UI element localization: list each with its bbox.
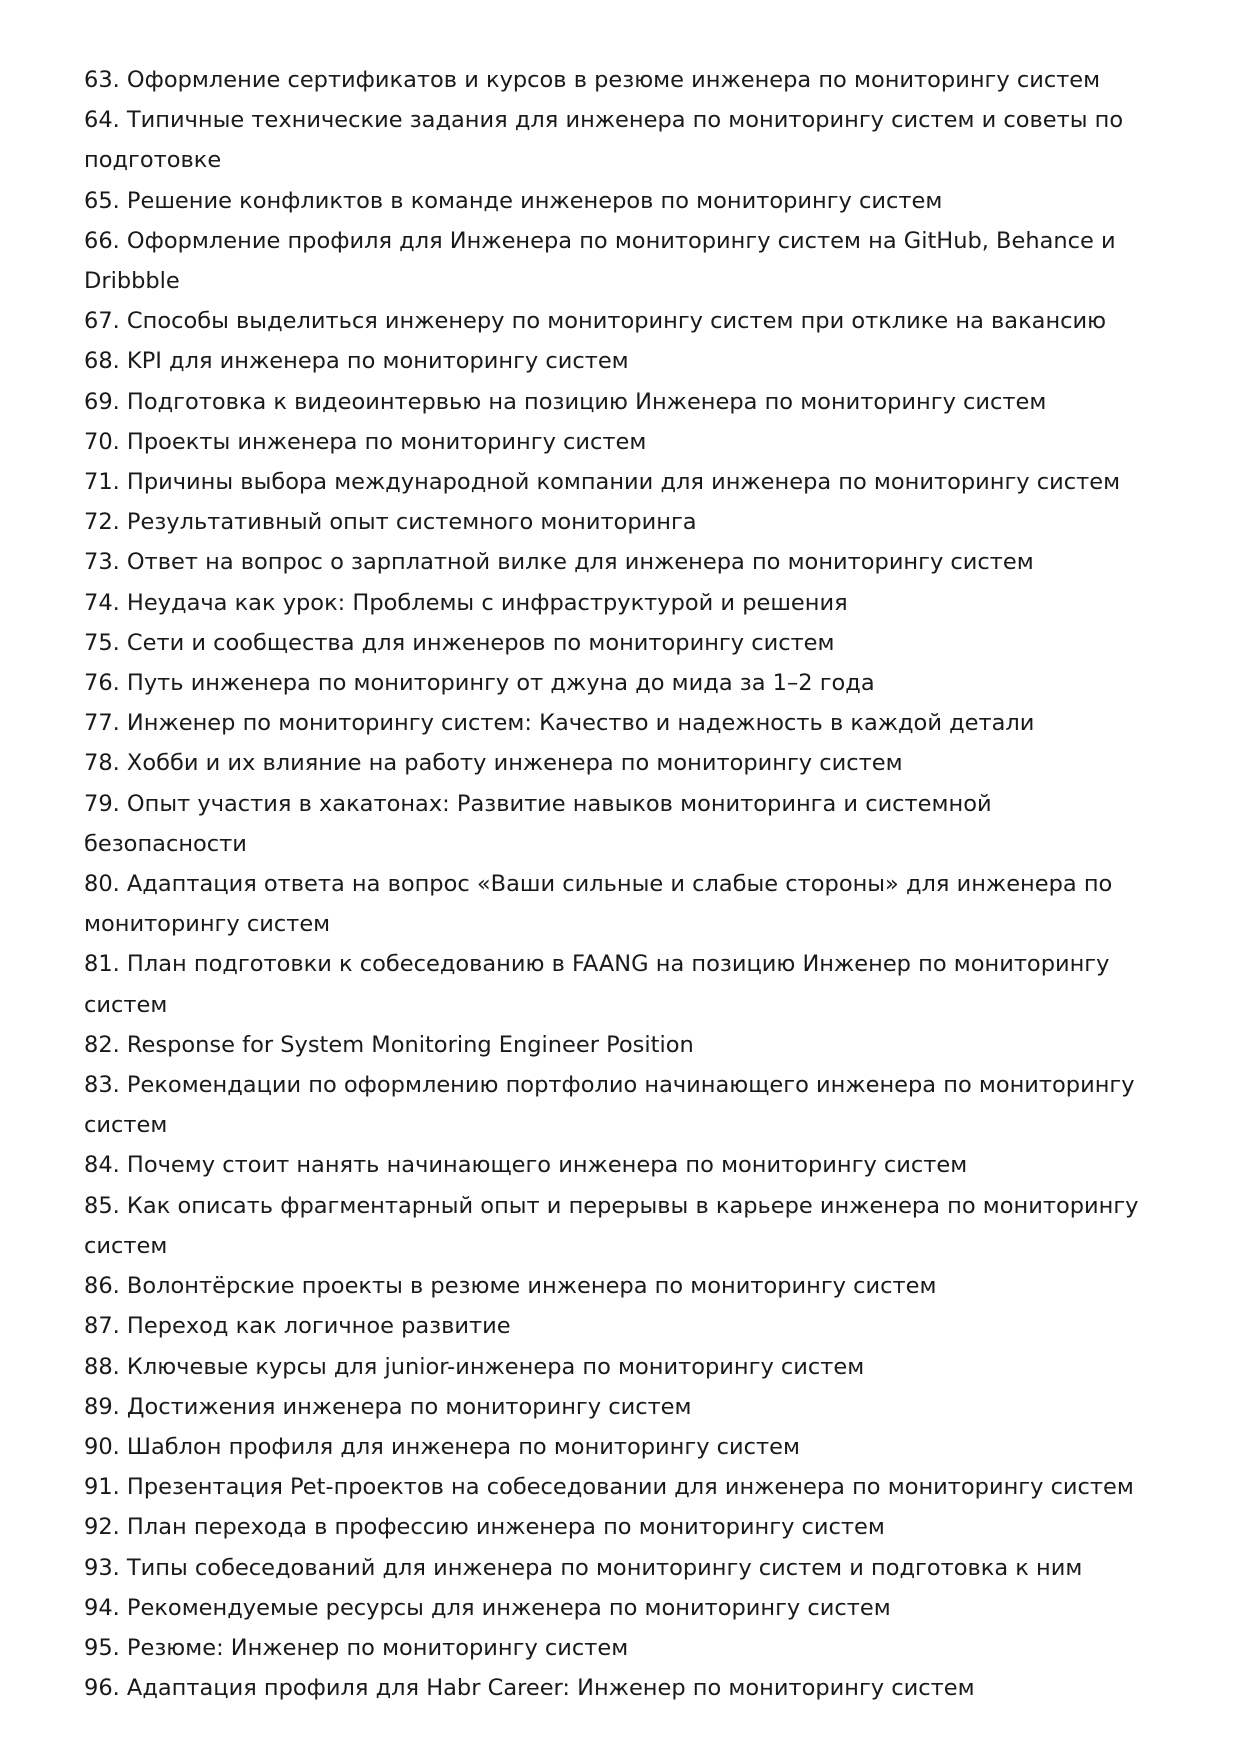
list-item: 93. Типы собеседований для инженера по мониторингу систем и подготовка к ним — [84, 1554, 1083, 1581]
list-item: 83. Рекомендации по оформлению портфолио начинающего инженера по мониторингу систем — [84, 1072, 1135, 1139]
list-item: 68. KPI для инженера по мониторингу систем — [84, 348, 629, 375]
list-item: 77. Инженер по мониторингу систем: Качество и надежность в каждой детали — [84, 710, 1035, 737]
topic-list — [84, 60, 1144, 1708]
list-item: 69. Подготовка к видеоинтервью на позицию Инженера по мониторингу систем — [84, 388, 1047, 415]
list-item: 92. План перехода в профессию инженера по мониторингу систем — [84, 1514, 885, 1541]
list-item: 89. Достижения инженера по мониторингу систем — [84, 1393, 692, 1420]
list-item: 72. Результативный опыт системного мониторинга — [84, 509, 697, 536]
list-item: 71. Причины выбора международной компании для инженера по мониторингу систем — [84, 469, 1121, 496]
list-item: 80. Адаптация ответа на вопрос «Ваши сильные и слабые стороны» для инженера по мониторингу систем — [84, 871, 1113, 938]
list-item: 66. Оформление профиля для Инженера по мониторингу систем на GitHub, Behance и Dribbble — [84, 227, 1116, 295]
list-item: 85. Как описать фрагментарный опыт и перерывы в карьере инженера по мониторингу систем — [84, 1192, 1139, 1259]
list-item: 78. Хобби и их влияние на работу инженера по мониторингу систем — [84, 750, 903, 777]
list-item: 75. Сети и сообщества для инженеров по мониторингу систем — [84, 629, 835, 656]
list-item: 74. Неудача как урок: Проблемы с инфраструктурой и решения — [84, 589, 848, 616]
list-item: 73. Ответ на вопрос о зарплатной вилке для инженера по мониторингу систем — [84, 549, 1034, 576]
list-item: 91. Презентация Pet-проектов на собеседовании для инженера по мониторингу систем — [84, 1474, 1134, 1501]
list-item: 94. Рекомендуемые ресурсы для инженера по мониторингу систем — [84, 1594, 891, 1621]
list-item: 87. Переход как логичное развитие — [84, 1313, 511, 1340]
list-item: 96. Адаптация профиля для Habr Career: Инженер по мониторингу систем — [84, 1675, 975, 1702]
list-item: 79. Опыт участия в хакатонах: Развитие навыков мониторинга и системной безопасности — [84, 790, 992, 857]
list-item: 76. Путь инженера по мониторингу от джуна до мида за 1–2 года — [84, 670, 875, 697]
list-item: 67. Способы выделиться инженеру по мониторингу систем при отклике на вакансию — [84, 308, 1107, 335]
list-item: 64. Типичные технические задания для инженера по мониторингу систем и советы по подготовке — [84, 107, 1124, 174]
list-item: 70. Проекты инженера по мониторингу систем — [84, 428, 647, 455]
list-item: 82. Response for System Monitoring Engineer Position — [84, 1031, 694, 1058]
list-item: 90. Шаблон профиля для инженера по мониторингу систем — [84, 1433, 800, 1460]
list-item: 88. Ключевые курсы для junior-инженера по мониторингу систем — [84, 1353, 865, 1380]
list-item: 86. Волонтёрские проекты в резюме инженера по мониторингу систем — [84, 1273, 937, 1300]
list-item: 84. Почему стоит нанять начинающего инженера по мониторингу систем — [84, 1152, 968, 1179]
list-item: 95. Резюме: Инженер по мониторингу систем — [84, 1634, 629, 1661]
list-item: 65. Решение конфликтов в команде инженеров по мониторингу систем — [84, 187, 943, 214]
list-item: 81. План подготовки к собеседованию в FAANG на позицию Инженер по мониторингу систем — [84, 951, 1110, 1018]
list-item: 63. Оформление сертификатов и курсов в резюме инженера по мониторингу систем — [84, 67, 1101, 93]
